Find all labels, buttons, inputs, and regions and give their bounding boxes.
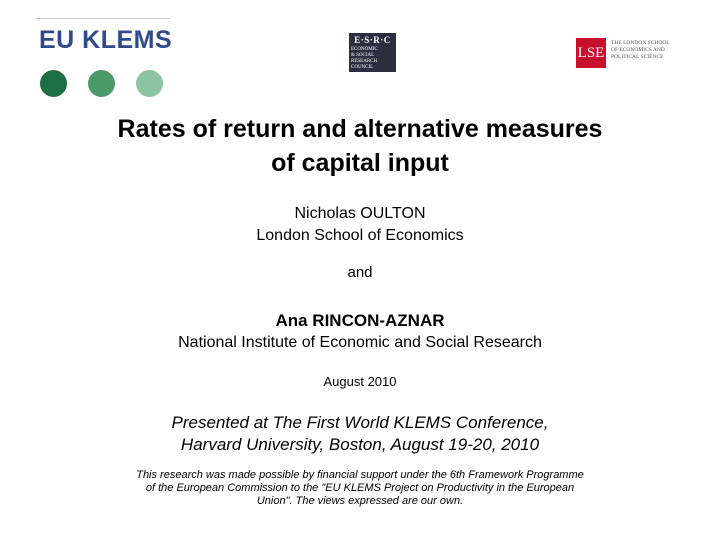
- lse-logo-text: [611, 40, 671, 61]
- presentation-line: Presented at The First World KLEMS Conference,: [171, 413, 549, 432]
- logo-rule: [36, 18, 170, 19]
- esrc-logo-line: COUNCIL: [351, 65, 374, 70]
- eu-klems-logo: [36, 18, 176, 86]
- author-name: Ana RINCON-AZNAR: [275, 311, 445, 330]
- esrc-logo-line: RESEARCH: [351, 59, 378, 64]
- lse-logo-line: THE LONDON SCHOOL: [611, 40, 670, 46]
- page-title: [0, 112, 720, 180]
- eu-klems-wordmark: EU KLEMS: [39, 26, 173, 54]
- author-conjunction: and: [347, 264, 373, 281]
- esrc-logo-line: ECONOMIC: [351, 47, 378, 52]
- lse-logo-line: POLITICAL SCIENCE: [611, 54, 664, 60]
- lse-logo-mark: LSE: [576, 38, 606, 68]
- footnote-line: of the European Commission to the "EU KLEMS Project on Productivity in the European: [145, 482, 575, 494]
- footnote-line: This research was made possible by financial support under the 6th Framework Programme: [136, 469, 584, 481]
- esrc-logo-line: & SOCIAL: [351, 53, 375, 58]
- esrc-logo: [349, 33, 396, 72]
- author-affiliation: London School of Economics: [256, 227, 464, 244]
- logo-dot-medium: [88, 70, 115, 97]
- date-text: August 2010: [323, 374, 397, 389]
- esrc-logo-head: E·S·R·C: [354, 35, 391, 45]
- footnote-line: Union". The views expressed are our own.: [256, 495, 464, 507]
- logo-dot-dark: [40, 70, 67, 97]
- lse-logo: [576, 38, 672, 70]
- title-line: of capital input: [271, 149, 449, 177]
- presentation-note: [0, 412, 720, 456]
- author-name: Nicholas OULTON: [294, 205, 426, 222]
- lse-logo-line: OF ECONOMICS AND: [611, 47, 665, 53]
- title-line: Rates of return and alternative measures: [117, 115, 603, 143]
- logo-dot-light: [136, 70, 163, 97]
- funding-footnote: [0, 469, 720, 508]
- author-affiliation: National Institute of Economic and Social Research: [178, 334, 542, 351]
- presentation-line: Harvard University, Boston, August 19-20, 2010: [180, 435, 540, 454]
